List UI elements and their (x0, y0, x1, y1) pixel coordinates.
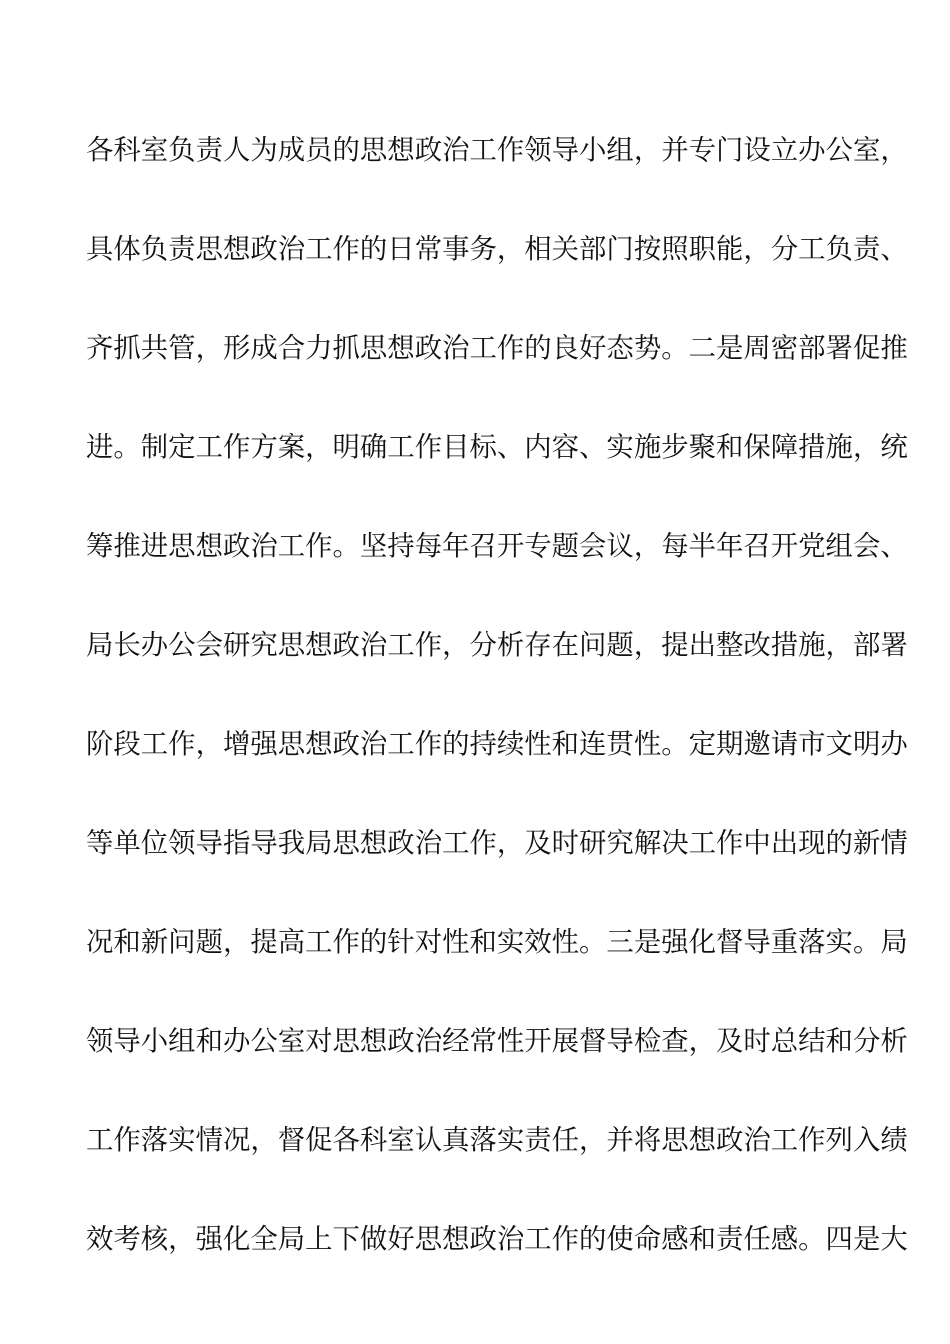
text-line: 况和新问题，提高工作的针对性和实效性。三是强化督导重落实。局 (86, 927, 908, 958)
text-line: 各科室负责人为成员的思想政治工作领导小组，并专门设立办公室， (86, 135, 908, 166)
text-line: 效考核，强化全局上下做好思想政治工作的使命感和责任感。四是大 (86, 1224, 908, 1255)
text-line: 齐抓共管，形成合力抓思想政治工作的良好态势。二是周密部署促推 (86, 333, 908, 364)
text-line: 领导小组和办公室对思想政治经常性开展督导检查，及时总结和分析 (86, 1026, 908, 1057)
text-line: 筹推进思想政治工作。坚持每年召开专题会议，每半年召开党组会、 (86, 531, 908, 562)
text-line: 等单位领导指导我局思想政治工作，及时研究解决工作中出现的新情 (86, 828, 908, 859)
text-line: 工作落实情况，督促各科室认真落实责任，并将思想政治工作列入绩 (86, 1125, 908, 1156)
body-text (86, 126, 908, 1314)
text-line: 具体负责思想政治工作的日常事务，相关部门按照职能，分工负责、 (86, 234, 908, 265)
text-line: 进。制定工作方案，明确工作目标、内容、实施步聚和保障措施，统 (86, 432, 908, 463)
text-line: 局长办公会研究思想政治工作，分析存在问题，提出整改措施，部署 (86, 630, 908, 661)
text-line: 阶段工作，增强思想政治工作的持续性和连贯性。定期邀请市文明办 (86, 729, 908, 760)
